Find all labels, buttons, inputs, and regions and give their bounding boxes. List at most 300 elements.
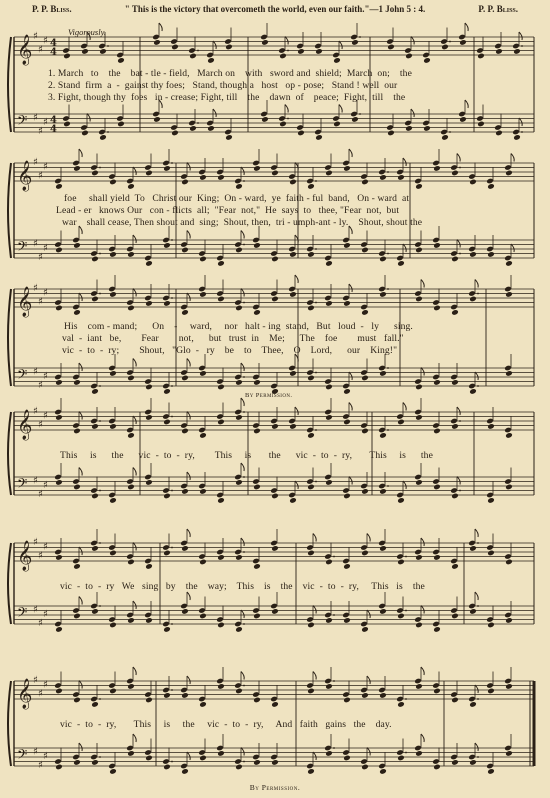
note-head bbox=[361, 626, 369, 633]
note-head bbox=[199, 432, 207, 439]
note-head bbox=[415, 683, 423, 690]
sharp-sign: ♯ bbox=[33, 746, 38, 758]
note-head bbox=[91, 423, 99, 430]
dot bbox=[99, 167, 101, 169]
dot bbox=[197, 50, 199, 52]
note-head bbox=[109, 622, 117, 629]
note-head bbox=[271, 256, 279, 263]
note-head bbox=[91, 608, 99, 615]
sharp-sign: ♯ bbox=[43, 161, 48, 173]
sharp-sign: ♯ bbox=[33, 282, 38, 294]
note-head bbox=[487, 688, 495, 695]
note-head bbox=[225, 44, 233, 51]
note-head bbox=[379, 174, 387, 181]
dot bbox=[521, 45, 523, 47]
note-head bbox=[91, 296, 99, 303]
note-head bbox=[217, 384, 225, 391]
note-head bbox=[505, 291, 513, 298]
note-head bbox=[163, 419, 171, 426]
note-head bbox=[451, 379, 459, 386]
note-head bbox=[361, 550, 369, 557]
note-head bbox=[181, 488, 189, 495]
dot bbox=[387, 288, 389, 290]
dot bbox=[243, 551, 245, 553]
note-head bbox=[397, 174, 405, 181]
dot bbox=[171, 416, 173, 418]
note-head bbox=[379, 768, 387, 775]
dot bbox=[171, 162, 173, 164]
note-head bbox=[289, 251, 297, 258]
note-head bbox=[253, 165, 261, 172]
dot bbox=[477, 698, 479, 700]
note-head bbox=[261, 116, 269, 123]
note-head bbox=[171, 44, 179, 51]
dot bbox=[243, 302, 245, 304]
note-head bbox=[145, 384, 153, 391]
note-head bbox=[153, 39, 161, 46]
note-head bbox=[379, 692, 387, 699]
note-flag bbox=[411, 109, 414, 117]
note-flag bbox=[87, 114, 90, 122]
dot bbox=[99, 293, 101, 295]
note-head bbox=[333, 121, 341, 128]
dot bbox=[333, 556, 335, 558]
dot bbox=[521, 131, 523, 133]
note-head bbox=[477, 53, 485, 60]
note-head bbox=[91, 170, 99, 177]
note-head bbox=[433, 242, 441, 249]
note-head bbox=[253, 759, 261, 766]
note-head bbox=[441, 134, 449, 141]
note-head bbox=[217, 683, 225, 690]
note-head bbox=[361, 488, 369, 495]
note-head bbox=[415, 750, 423, 757]
note-head bbox=[315, 134, 323, 141]
time-signature: 4 bbox=[50, 47, 57, 58]
treble-clef: 𝄞 bbox=[17, 410, 33, 440]
dot bbox=[315, 481, 317, 483]
note-head bbox=[343, 419, 351, 426]
note-head bbox=[73, 759, 81, 766]
note-head bbox=[343, 617, 351, 624]
note-head bbox=[153, 116, 161, 123]
note-head bbox=[343, 755, 351, 762]
time-signature: 4 bbox=[50, 124, 57, 135]
note-head bbox=[487, 550, 495, 557]
sharp-sign: ♯ bbox=[33, 30, 38, 42]
note-head bbox=[217, 497, 225, 504]
sharp-sign: ♯ bbox=[38, 125, 43, 137]
dot bbox=[243, 685, 245, 687]
note-head bbox=[163, 242, 171, 249]
treble-clef: 𝄞 bbox=[17, 35, 33, 65]
sharp-sign: ♯ bbox=[43, 479, 48, 491]
note-head bbox=[253, 242, 261, 249]
dot bbox=[243, 761, 245, 763]
note-head bbox=[451, 493, 459, 500]
note-head bbox=[199, 701, 207, 708]
sharp-sign: ♯ bbox=[38, 251, 43, 263]
dot bbox=[405, 610, 407, 612]
time-signature: 4 bbox=[50, 38, 57, 49]
brace bbox=[8, 163, 11, 258]
note-head bbox=[325, 617, 333, 624]
note-flag bbox=[367, 610, 370, 618]
note-flag bbox=[79, 412, 82, 420]
note-flag bbox=[313, 752, 316, 760]
dot bbox=[315, 180, 317, 182]
dot bbox=[477, 605, 479, 607]
sharp-sign: ♯ bbox=[43, 116, 48, 128]
sharp-sign: ♯ bbox=[43, 608, 48, 620]
dot bbox=[243, 244, 245, 246]
note-head bbox=[351, 39, 359, 46]
note-head bbox=[181, 247, 189, 254]
note-head bbox=[433, 379, 441, 386]
note-flag bbox=[187, 359, 190, 367]
note-flag bbox=[295, 481, 298, 489]
note-head bbox=[307, 688, 315, 695]
dot bbox=[243, 180, 245, 182]
note-flag bbox=[295, 407, 298, 415]
note-head bbox=[55, 626, 63, 633]
note-head bbox=[217, 554, 225, 561]
note-head bbox=[217, 260, 225, 267]
note-head bbox=[181, 179, 189, 186]
note-flag bbox=[285, 105, 288, 113]
note-head bbox=[189, 53, 197, 60]
note-head bbox=[451, 759, 459, 766]
note-flag bbox=[133, 468, 136, 476]
note-flag bbox=[349, 477, 352, 485]
dot bbox=[477, 385, 479, 387]
dot bbox=[333, 680, 335, 682]
note-flag bbox=[133, 543, 136, 551]
note-head bbox=[271, 701, 279, 708]
sharp-sign: ♯ bbox=[38, 688, 43, 700]
dot bbox=[387, 485, 389, 487]
note-flag bbox=[241, 231, 244, 239]
note-head bbox=[343, 697, 351, 704]
note-head bbox=[199, 370, 207, 377]
note-head bbox=[325, 384, 333, 391]
dot bbox=[107, 131, 109, 133]
note-flag bbox=[79, 743, 82, 751]
note-head bbox=[505, 170, 513, 177]
note-head bbox=[63, 53, 71, 60]
note-head bbox=[325, 559, 333, 566]
note-head bbox=[289, 497, 297, 504]
dot bbox=[243, 476, 245, 478]
dot bbox=[449, 131, 451, 133]
dot bbox=[359, 113, 361, 115]
note-head bbox=[63, 121, 71, 128]
note-head bbox=[73, 613, 81, 620]
note-head bbox=[361, 764, 369, 771]
note-flag bbox=[475, 685, 478, 693]
note-flag bbox=[519, 118, 522, 126]
dot bbox=[387, 171, 389, 173]
note-flag bbox=[133, 359, 136, 367]
dot bbox=[243, 376, 245, 378]
note-head bbox=[307, 375, 315, 382]
note-flag bbox=[403, 403, 406, 411]
note-head bbox=[199, 755, 207, 762]
sharp-sign: ♯ bbox=[38, 419, 43, 431]
note-flag bbox=[133, 601, 136, 609]
note-head bbox=[109, 768, 117, 775]
note-head bbox=[343, 300, 351, 307]
note-head bbox=[513, 48, 521, 55]
note-head bbox=[217, 296, 225, 303]
note-head bbox=[343, 165, 351, 172]
lyric-line: 1. March to the bat - tle - field, March on with sword and shield; March on; the bbox=[48, 68, 412, 79]
note-head bbox=[145, 563, 153, 570]
note-flag bbox=[79, 149, 82, 157]
note-head bbox=[397, 701, 405, 708]
note-flag bbox=[213, 41, 216, 49]
note-head bbox=[343, 493, 351, 500]
note-flag bbox=[511, 154, 514, 162]
note-flag bbox=[213, 109, 216, 117]
note-flag bbox=[457, 240, 460, 248]
sharp-sign: ♯ bbox=[33, 604, 38, 616]
note-head bbox=[181, 545, 189, 552]
note-head bbox=[55, 305, 63, 312]
sharp-sign: ♯ bbox=[38, 379, 43, 391]
note-head bbox=[325, 414, 333, 421]
sharp-sign: ♯ bbox=[43, 679, 48, 691]
note-head bbox=[145, 170, 153, 177]
note-flag bbox=[241, 289, 244, 297]
note-head bbox=[145, 300, 153, 307]
note-flag bbox=[519, 32, 522, 40]
note-head bbox=[127, 750, 135, 757]
note-head bbox=[163, 300, 171, 307]
note-head bbox=[55, 764, 63, 771]
note-flag bbox=[133, 167, 136, 175]
note-head bbox=[307, 305, 315, 312]
note-head bbox=[405, 53, 413, 60]
brace bbox=[8, 37, 11, 132]
note-head bbox=[73, 563, 81, 570]
dot bbox=[99, 420, 101, 422]
note-flag bbox=[421, 368, 424, 376]
note-flag bbox=[475, 743, 478, 751]
note-head bbox=[181, 309, 189, 316]
note-head bbox=[81, 130, 89, 137]
note-head bbox=[55, 414, 63, 421]
note-head bbox=[495, 48, 503, 55]
note-head bbox=[397, 559, 405, 566]
lyric-line: Lead - er knows Our con - flicts all; "Fear not," He says to thee, "Fear not, but bbox=[56, 205, 400, 216]
composer-left: P. P. Bliss. bbox=[32, 4, 72, 14]
dot bbox=[243, 623, 245, 625]
note-head bbox=[469, 296, 477, 303]
dot bbox=[459, 420, 461, 422]
note-head bbox=[99, 48, 107, 55]
note-head bbox=[127, 432, 135, 439]
note-flag bbox=[133, 667, 136, 675]
note-flag bbox=[133, 235, 136, 243]
note-head bbox=[271, 608, 279, 615]
dot bbox=[99, 253, 101, 255]
note-head bbox=[217, 419, 225, 426]
note-flag bbox=[295, 275, 298, 283]
note-head bbox=[423, 57, 431, 64]
note-head bbox=[91, 701, 99, 708]
note-head bbox=[271, 545, 279, 552]
note-flag bbox=[133, 289, 136, 297]
lyric-line: 2. Stand firm a - gainst thy foes; Stand, though a host op - pose; Stand ! well our bbox=[48, 80, 398, 91]
note-head bbox=[433, 764, 441, 771]
lyric-line: vic - to - ry; Shout, "Glo - ry be to Thee, O Lord, our King!" bbox=[62, 345, 398, 356]
dot bbox=[387, 367, 389, 369]
brace bbox=[8, 412, 11, 495]
note-flag bbox=[313, 672, 316, 680]
note-flag bbox=[511, 244, 514, 252]
note-flag bbox=[475, 280, 478, 288]
note-head bbox=[361, 247, 369, 254]
sharp-sign: ♯ bbox=[38, 44, 43, 56]
note-flag bbox=[187, 592, 190, 600]
note-head bbox=[109, 251, 117, 258]
dot bbox=[477, 756, 479, 758]
note-head bbox=[415, 183, 423, 190]
dot bbox=[99, 385, 101, 387]
note-head bbox=[513, 134, 521, 141]
note-flag bbox=[465, 100, 468, 108]
note-head bbox=[441, 44, 449, 51]
note-head bbox=[405, 125, 413, 132]
note-head bbox=[127, 484, 135, 491]
note-head bbox=[127, 251, 135, 258]
note-flag bbox=[133, 734, 136, 742]
note-head bbox=[91, 388, 99, 395]
note-flag bbox=[475, 529, 478, 537]
note-flag bbox=[367, 534, 370, 542]
note-head bbox=[379, 256, 387, 263]
note-head bbox=[235, 414, 243, 421]
bass-clef: 𝄢 bbox=[17, 746, 28, 766]
note-head bbox=[217, 622, 225, 629]
lyric-line: 3. Fight, though thy foes in - crease; Fight, till the dawn of peace; Fight, till the bbox=[48, 92, 406, 103]
note-head bbox=[109, 179, 117, 186]
note-head bbox=[127, 375, 135, 382]
note-flag bbox=[421, 667, 424, 675]
note-head bbox=[505, 559, 513, 566]
note-head bbox=[127, 683, 135, 690]
note-flag bbox=[349, 284, 352, 292]
note-flag bbox=[349, 372, 352, 380]
note-flag bbox=[79, 468, 82, 476]
bass-clef: 𝄢 bbox=[17, 475, 28, 495]
note-head bbox=[415, 296, 423, 303]
note-head bbox=[477, 121, 485, 128]
lyric-line: vic - to - ry, This is the vic - to - ry, And faith gains the day. bbox=[60, 719, 392, 730]
bass-clef: 𝄢 bbox=[17, 238, 28, 258]
note-head bbox=[73, 165, 81, 172]
dot bbox=[387, 429, 389, 431]
note-flag bbox=[367, 748, 370, 756]
note-head bbox=[415, 384, 423, 391]
note-flag bbox=[457, 154, 460, 162]
note-flag bbox=[285, 37, 288, 45]
note-head bbox=[315, 48, 323, 55]
note-head bbox=[163, 388, 171, 395]
dot bbox=[171, 385, 173, 387]
note-head bbox=[73, 379, 81, 386]
note-head bbox=[487, 497, 495, 504]
note-head bbox=[127, 305, 135, 312]
note-head bbox=[387, 44, 395, 51]
note-head bbox=[181, 768, 189, 775]
sharp-sign: ♯ bbox=[33, 156, 38, 168]
dot bbox=[459, 167, 461, 169]
note-head bbox=[469, 759, 477, 766]
dot bbox=[333, 614, 335, 616]
note-head bbox=[163, 764, 171, 771]
note-head bbox=[145, 697, 153, 704]
note-flag bbox=[367, 676, 370, 684]
note-head bbox=[397, 613, 405, 620]
dot bbox=[405, 698, 407, 700]
dot bbox=[449, 41, 451, 43]
note-head bbox=[253, 484, 261, 491]
note-head bbox=[199, 613, 207, 620]
note-head bbox=[451, 256, 459, 263]
note-head bbox=[235, 247, 243, 254]
note-flag bbox=[403, 158, 406, 166]
note-flag bbox=[411, 37, 414, 45]
note-head bbox=[91, 545, 99, 552]
treble-clef: 𝄞 bbox=[17, 287, 33, 317]
dot bbox=[171, 490, 173, 492]
note-head bbox=[145, 479, 153, 486]
note-head bbox=[397, 419, 405, 426]
brace bbox=[8, 543, 11, 624]
dot bbox=[287, 50, 289, 52]
note-flag bbox=[313, 534, 316, 542]
note-head bbox=[207, 125, 215, 132]
treble-clef: 𝄞 bbox=[17, 679, 33, 709]
dot bbox=[171, 547, 173, 549]
note-flag bbox=[187, 231, 190, 239]
note-head bbox=[145, 617, 153, 624]
note-head bbox=[325, 300, 333, 307]
note-head bbox=[307, 251, 315, 258]
note-flag bbox=[187, 529, 190, 537]
note-head bbox=[109, 370, 117, 377]
note-head bbox=[99, 134, 107, 141]
note-head bbox=[279, 53, 287, 60]
note-flag bbox=[241, 538, 244, 546]
note-head bbox=[469, 251, 477, 258]
sharp-sign: ♯ bbox=[43, 541, 48, 553]
note-head bbox=[199, 488, 207, 495]
dot bbox=[459, 253, 461, 255]
note-head bbox=[163, 550, 171, 557]
note-head bbox=[55, 554, 63, 561]
dot bbox=[459, 490, 461, 492]
note-head bbox=[433, 626, 441, 633]
lyric-line: His com - mand; On - ward, nor halt - ing stand, But loud - ly sing. bbox=[64, 321, 413, 332]
dot bbox=[99, 605, 101, 607]
sharp-sign: ♯ bbox=[33, 674, 38, 686]
note-head bbox=[469, 179, 477, 186]
time-signature: 4 bbox=[50, 115, 57, 126]
note-head bbox=[199, 256, 207, 263]
